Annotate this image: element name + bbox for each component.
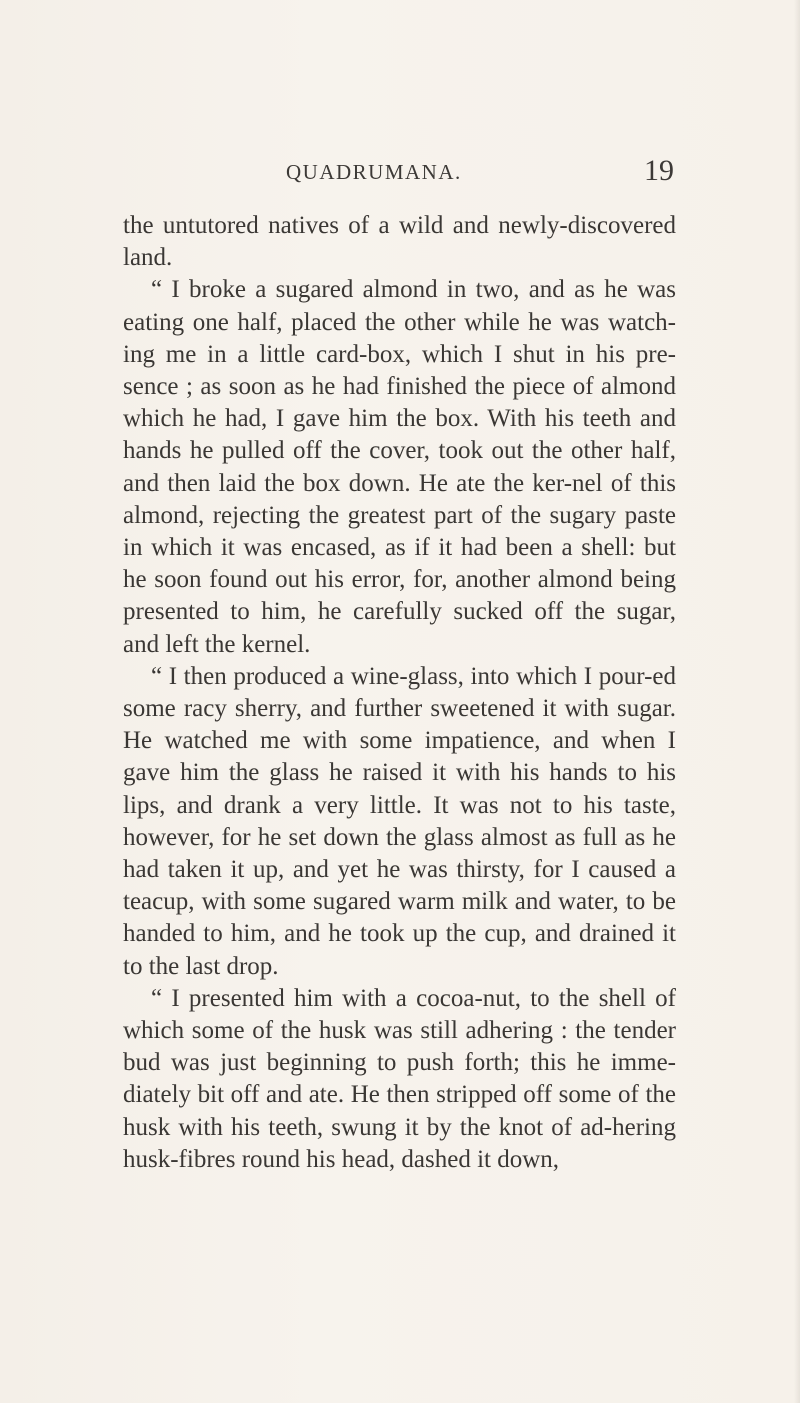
page-header bbox=[0, 154, 800, 200]
paragraph: “ I broke a sugared almond in two, and as he was eating one half, placed the other while he was watch-ing me in a little card-box, which I shut in his pre-sence ; as soon as he had finished the piece of almond which he had, I gave him the box. With his teeth and hands he pulled off the cover, took out the other half, and then laid the box down. He ate the ker-nel of this almond, rejecting the greatest part of the sugary paste in which it was encased, as if it had been a shell: but he soon found out his error, for, another almond being presented to him, he carefully sucked off the sugar, and left the kernel. bbox=[123, 276, 676, 658]
page-number: 19 bbox=[644, 154, 674, 187]
page-edge-shadow bbox=[794, 0, 800, 1403]
paragraph: “ I then produced a wine-glass, into which I pour-ed some racy sherry, and further sweetened it with sugar. He watched me with some impatience, and when I gave him the glass he raised it with his hands to his lips, and drank a very little. It was not to his taste, however, for he set down the glass almost as full as he had taken it up, and yet he was thirsty, for I caused a teacup, with some sugared warm milk and water, to be handed to him, and he took up the cup, and drained it to the last drop. bbox=[123, 662, 676, 980]
paragraph: “ I presented him with a cocoa-nut, to the shell of which some of the husk was still adhering : the tender bud was just beginning to push forth; this he imme-diately bit off and ate. He then stripped off some of the husk with his teeth, swung it by the knot of ad-hering husk-fibres round his head, dashed it down, bbox=[123, 984, 676, 1173]
paragraph: the untutored natives of a wild and newly-discovered land. bbox=[123, 212, 676, 272]
body-text bbox=[123, 210, 676, 1176]
running-head: QUADRUMANA. bbox=[286, 160, 462, 184]
